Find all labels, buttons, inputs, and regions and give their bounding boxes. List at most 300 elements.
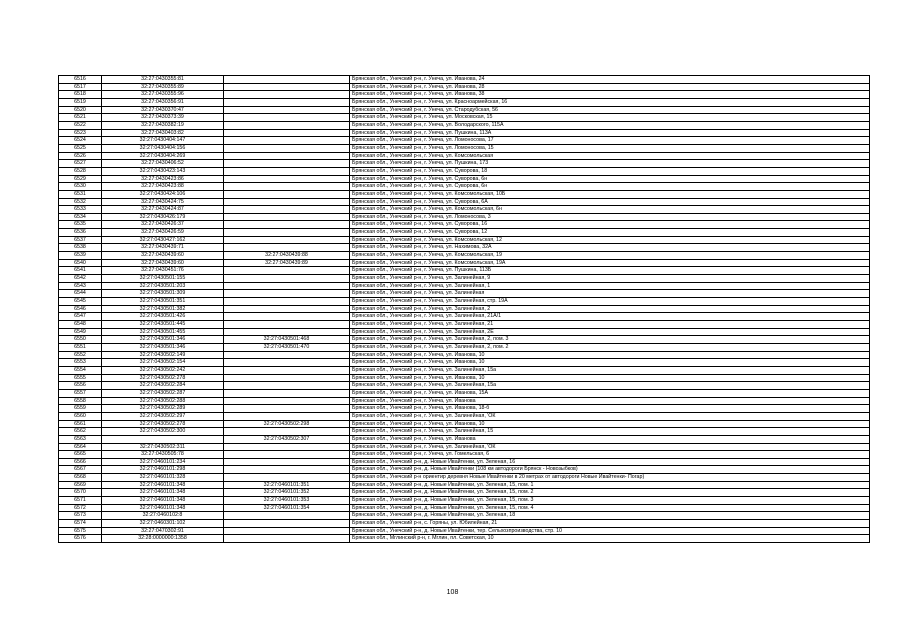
row-number-cell: 6519 — [59, 98, 102, 106]
cadastral-number-cell: 32:27:0430501:203 — [102, 282, 224, 290]
row-number-cell: 6527 — [59, 160, 102, 168]
related-cadastral-number-cell: 32:27:0430502:298 — [224, 420, 350, 428]
row-number-cell: 6535 — [59, 221, 102, 229]
table-row — [59, 428, 870, 436]
row-number-cell: 6565 — [59, 451, 102, 459]
cadastral-number-cell: 32:27:0430502:154 — [102, 359, 224, 367]
related-cadastral-number-cell — [224, 382, 350, 390]
row-number-cell: 6554 — [59, 366, 102, 374]
cadastral-number-cell: 32:27:0460101:348 — [102, 504, 224, 512]
related-cadastral-number-cell — [224, 175, 350, 183]
cadastral-number-cell: 32:27:0430404:156 — [102, 144, 224, 152]
related-cadastral-number-cell — [224, 106, 350, 114]
cadastral-number-cell: 32:27:0430382:19 — [102, 121, 224, 129]
related-cadastral-number-cell — [224, 313, 350, 321]
row-number-cell: 6556 — [59, 382, 102, 390]
related-cadastral-number-cell — [224, 389, 350, 397]
cadastral-number-cell: 32:28:0000000:1358 — [102, 535, 224, 543]
table-row — [59, 167, 870, 175]
address-cell: Брянская обл., Унечский р-н, г. Унеча, ул. Суворова, 12 — [350, 229, 870, 237]
related-cadastral-number-cell — [224, 527, 350, 535]
cadastral-number-cell: 32:27:0430373:39 — [102, 114, 224, 122]
row-number-cell: 6563 — [59, 435, 102, 443]
cadastral-number-cell: 32:27:0430423:86 — [102, 175, 224, 183]
address-cell: Брянская обл., Унечский р-н, г. Унеча, ул. Комсомольская — [350, 152, 870, 160]
address-cell: Брянская обл., Унечский р-н, г. Унеча, ул. Иванова — [350, 435, 870, 443]
related-cadastral-number-cell — [224, 137, 350, 145]
page-number: 108 — [446, 589, 459, 596]
cadastral-number-cell: 32:27:0430505:78 — [102, 451, 224, 459]
table-row — [59, 114, 870, 122]
address-cell: Брянская обл., Унечский р-н, г. Унеча, ул. Иванова, 10 — [350, 374, 870, 382]
row-number-cell: 6547 — [59, 313, 102, 321]
table-row — [59, 405, 870, 413]
related-cadastral-number-cell — [224, 443, 350, 451]
register-table-body — [59, 76, 870, 543]
row-number-cell: 6552 — [59, 351, 102, 359]
address-cell: Брянская обл., Унечский р-н, г. Унеча, ул. Залинейная, 2, пом. 2 — [350, 343, 870, 351]
cadastral-number-cell: 32:27:0460101:348 — [102, 497, 224, 505]
cadastral-number-cell: 32:27:0430424:106 — [102, 190, 224, 198]
cadastral-number-cell: 32:27:0430502:297 — [102, 412, 224, 420]
related-cadastral-number-cell — [224, 167, 350, 175]
row-number-cell: 6561 — [59, 420, 102, 428]
cadastral-number-cell — [102, 435, 224, 443]
related-cadastral-number-cell — [224, 366, 350, 374]
table-row — [59, 137, 870, 145]
related-cadastral-number-cell — [224, 244, 350, 252]
address-cell: Брянская обл., Унечский р-н, г. Унеча, ул. Иванова, 28 — [350, 83, 870, 91]
row-number-cell: 6562 — [59, 428, 102, 436]
row-number-cell: 6522 — [59, 121, 102, 129]
cadastral-number-cell: 32:27:0430502:311 — [102, 443, 224, 451]
cadastral-number-cell: 32:27:0430423:88 — [102, 183, 224, 191]
cadastral-number-cell: 32:27:0430404:147 — [102, 137, 224, 145]
cadastral-number-cell: 32:27:0460101:298 — [102, 466, 224, 474]
address-cell: Брянская обл., Унечский р-н, г. Унеча, ул. Залинейная, 2, пом. 3 — [350, 336, 870, 344]
related-cadastral-number-cell: 32:27:0460101:354 — [224, 504, 350, 512]
cadastral-number-cell: 32:27:0430501:426 — [102, 313, 224, 321]
address-cell: Брянская обл., Унечский р-н, д. Новые Ивайтенки, ул. Зеленая, 15, пом. 1 — [350, 481, 870, 489]
table-row — [59, 206, 870, 214]
row-number-cell: 6557 — [59, 389, 102, 397]
address-cell: Брянская обл., Унечский р-н, г. Унеча, ул. Залинейная, стр. 19А — [350, 298, 870, 306]
table-row — [59, 535, 870, 543]
related-cadastral-number-cell: 32:27:0460101:352 — [224, 489, 350, 497]
address-cell: Брянская обл., Унечский р-н, г. Унеча, ул. Ломоносова, 17 — [350, 137, 870, 145]
cadastral-number-cell: 32:27:0430355:89 — [102, 83, 224, 91]
related-cadastral-number-cell — [224, 206, 350, 214]
related-cadastral-number-cell — [224, 114, 350, 122]
table-row — [59, 382, 870, 390]
row-number-cell: 6553 — [59, 359, 102, 367]
address-cell: Брянская обл., Унечский р-н, г. Унеча, ул. Залинейная, 2 — [350, 305, 870, 313]
table-row — [59, 305, 870, 313]
related-cadastral-number-cell — [224, 190, 350, 198]
cadastral-number-cell: 32:27:0430501:346 — [102, 336, 224, 344]
cadastral-number-cell: 32:27:0430403:82 — [102, 129, 224, 137]
address-cell: Брянская обл., Унечский р-н, г. Унеча, ул. Иванова, 38 — [350, 91, 870, 99]
address-cell: Брянская обл., Унечский р-н, д. Новые Ивайтенки, ул. Зеленая, 15, пом. 4 — [350, 504, 870, 512]
row-number-cell: 6575 — [59, 527, 102, 535]
table-row — [59, 520, 870, 528]
cadastral-number-cell: 32:27:0430406:52 — [102, 160, 224, 168]
cadastral-number-cell: 32:27:0430501:309 — [102, 290, 224, 298]
address-cell: Брянская обл., Унечский р-н, г. Унеча, ул. Ломоносова, 3 — [350, 213, 870, 221]
cadastral-number-cell: 32:27:0430502:278 — [102, 420, 224, 428]
address-cell: Брянская обл., Унечский р-н, г. Унеча, ул. Комсомольская, 19 — [350, 252, 870, 260]
related-cadastral-number-cell — [224, 305, 350, 313]
table-row — [59, 527, 870, 535]
address-cell: Брянская обл., Унечский р-н, д. Новые Ивайтенки, ул. Зеленая, 15, пом. 3 — [350, 497, 870, 505]
row-number-cell: 6549 — [59, 328, 102, 336]
table-row — [59, 420, 870, 428]
table-row — [59, 244, 870, 252]
related-cadastral-number-cell — [224, 298, 350, 306]
address-cell: Брянская обл., Унечский р-н, г. Унеча, ул. Залинейная, 15 — [350, 428, 870, 436]
row-number-cell: 6543 — [59, 282, 102, 290]
table-row — [59, 129, 870, 137]
address-cell: Брянская обл., Унечский р-н, г. Унеча, ул. Залинейная, 9 — [350, 275, 870, 283]
related-cadastral-number-cell — [224, 213, 350, 221]
cadastral-number-cell: 32:27:0470302:91 — [102, 527, 224, 535]
row-number-cell: 6534 — [59, 213, 102, 221]
row-number-cell: 6542 — [59, 275, 102, 283]
address-cell: Брянская обл., Унечский р-н, г. Унеча, ул. Нахимова, 32А — [350, 244, 870, 252]
row-number-cell: 6537 — [59, 236, 102, 244]
row-number-cell: 6531 — [59, 190, 102, 198]
cadastral-number-cell: 32:27:0430426:59 — [102, 229, 224, 237]
table-row — [59, 198, 870, 206]
row-number-cell: 6541 — [59, 267, 102, 275]
row-number-cell: 6530 — [59, 183, 102, 191]
cadastral-number-cell: 32:27:0430451:76 — [102, 267, 224, 275]
table-row — [59, 435, 870, 443]
cadastral-number-cell: 32:27:0430423:143 — [102, 167, 224, 175]
related-cadastral-number-cell: 32:27:0430501:470 — [224, 343, 350, 351]
related-cadastral-number-cell — [224, 466, 350, 474]
related-cadastral-number-cell — [224, 221, 350, 229]
address-cell: Брянская обл., Унечский р-н, г. Унеча, ул. Комсомольская, 10Б — [350, 190, 870, 198]
address-cell: Брянская обл., Унечский р-н, г. Унеча, ул. Иванова, 10 — [350, 351, 870, 359]
table-row — [59, 91, 870, 99]
cadastral-number-cell: 32:27:0430370:47 — [102, 106, 224, 114]
row-number-cell: 6540 — [59, 259, 102, 267]
related-cadastral-number-cell — [224, 397, 350, 405]
cadastral-number-cell: 32:27:0460301:102 — [102, 520, 224, 528]
cadastral-number-cell: 32:27:0430502:149 — [102, 351, 224, 359]
address-cell: Брянская обл., Унечский р-н, г. Унеча, ул. Иванова, 10 — [350, 359, 870, 367]
row-number-cell: 6526 — [59, 152, 102, 160]
row-number-cell: 6573 — [59, 512, 102, 520]
cadastral-number-cell: 32:27:0430439:60 — [102, 252, 224, 260]
table-row — [59, 175, 870, 183]
address-cell: Брянская обл., Унечский р-н, д. Новые Ивайтенки (108 км автодороги Брянск - Новозыбков) — [350, 466, 870, 474]
table-row — [59, 328, 870, 336]
cadastral-number-cell: 32:27:0460101:234 — [102, 458, 224, 466]
table-row — [59, 504, 870, 512]
cadastral-number-cell: 32:27:0430501:445 — [102, 321, 224, 329]
cadastral-number-cell: 32:27:0430502:284 — [102, 382, 224, 390]
row-number-cell: 6518 — [59, 91, 102, 99]
related-cadastral-number-cell — [224, 83, 350, 91]
related-cadastral-number-cell — [224, 144, 350, 152]
address-cell: Брянская обл., Унечский р-н, д. Новые Ивайтенки, ул. Зеленая, 16 — [350, 458, 870, 466]
cadastral-number-cell: 32:27:0430502:242 — [102, 366, 224, 374]
table-row — [59, 313, 870, 321]
related-cadastral-number-cell — [224, 152, 350, 160]
table-row — [59, 282, 870, 290]
related-cadastral-number-cell — [224, 121, 350, 129]
table-row — [59, 259, 870, 267]
table-row — [59, 359, 870, 367]
related-cadastral-number-cell — [224, 351, 350, 359]
row-number-cell: 6564 — [59, 443, 102, 451]
address-cell: Брянская обл., Унечский р-н, г. Унеча, ул. Пушкина, 173 — [350, 160, 870, 168]
row-number-cell: 6551 — [59, 343, 102, 351]
address-cell: Брянская обл., Унечский р-н, г. Унеча, ул. Суворова, 6н — [350, 183, 870, 191]
row-number-cell: 6560 — [59, 412, 102, 420]
table-row — [59, 98, 870, 106]
related-cadastral-number-cell — [224, 282, 350, 290]
table-row — [59, 412, 870, 420]
row-number-cell: 6574 — [59, 520, 102, 528]
cadastral-number-cell: 32:27:0460101:348 — [102, 481, 224, 489]
table-row — [59, 389, 870, 397]
row-number-cell: 6544 — [59, 290, 102, 298]
row-number-cell: 6524 — [59, 137, 102, 145]
row-number-cell: 6546 — [59, 305, 102, 313]
table-row — [59, 229, 870, 237]
table-row — [59, 183, 870, 191]
table-row — [59, 160, 870, 168]
table-row — [59, 152, 870, 160]
row-number-cell: 6536 — [59, 229, 102, 237]
cadastral-number-cell: 32:27:0430439:60 — [102, 259, 224, 267]
related-cadastral-number-cell — [224, 129, 350, 137]
address-cell: Брянская обл., Унечский р-н, г. Унеча, ул. Залинейная, 21А/1 — [350, 313, 870, 321]
related-cadastral-number-cell — [224, 428, 350, 436]
related-cadastral-number-cell — [224, 474, 350, 482]
address-cell: Брянская обл., Унечский р-н, г. Унеча, ул. Залинейная, 21 — [350, 321, 870, 329]
address-cell: Брянская обл., Унечский р-н, г. Унеча, ул. Пушкина, 113Б — [350, 267, 870, 275]
address-cell: Брянская обл., Унечский р-н, г. Унеча, ул. Московская, 15 — [350, 114, 870, 122]
cadastral-number-cell: 32:27:0430424:87 — [102, 206, 224, 214]
row-number-cell: 6572 — [59, 504, 102, 512]
row-number-cell: 6516 — [59, 76, 102, 84]
related-cadastral-number-cell — [224, 229, 350, 237]
table-row — [59, 290, 870, 298]
table-row — [59, 481, 870, 489]
row-number-cell: 6525 — [59, 144, 102, 152]
row-number-cell: 6533 — [59, 206, 102, 214]
related-cadastral-number-cell — [224, 458, 350, 466]
address-cell: Брянская обл., Унечский р-н, г. Унеча, ул. Залинейная, 2Е — [350, 328, 870, 336]
address-cell: Брянская обл., Унечский р-н, г. Унеча, ул. Иванова, 15А — [350, 389, 870, 397]
row-number-cell: 6538 — [59, 244, 102, 252]
related-cadastral-number-cell — [224, 236, 350, 244]
related-cadastral-number-cell: 32:27:0430502:307 — [224, 435, 350, 443]
cadastral-number-cell: 32:27:0460101:348 — [102, 489, 224, 497]
row-number-cell: 6558 — [59, 397, 102, 405]
cadastral-number-cell: 32:27:0430501:382 — [102, 305, 224, 313]
table-row — [59, 83, 870, 91]
cadastral-number-cell: 32:27:0430424:75 — [102, 198, 224, 206]
table-row — [59, 121, 870, 129]
table-row — [59, 397, 870, 405]
address-cell: Брянская обл., Унечский р-н, г. Унеча, ул. Залинейная, 'ОК — [350, 443, 870, 451]
related-cadastral-number-cell — [224, 359, 350, 367]
address-cell: Брянская обл., Унечский р-н, г. Унеча, ул. Ломоносова, 15 — [350, 144, 870, 152]
cadastral-number-cell: 32:27:0430502:300 — [102, 428, 224, 436]
cadastral-number-cell: 32:27:0430426:179 — [102, 213, 224, 221]
related-cadastral-number-cell — [224, 535, 350, 543]
row-number-cell: 6548 — [59, 321, 102, 329]
related-cadastral-number-cell — [224, 374, 350, 382]
row-number-cell: 6566 — [59, 458, 102, 466]
address-cell: Брянская обл., Мглинский р-н, г. Мглин, пл. Советская, 10 — [350, 535, 870, 543]
cadastral-number-cell: 32:27:0430355:96 — [102, 91, 224, 99]
cadastral-number-cell: 32:27:0430426:37 — [102, 221, 224, 229]
row-number-cell: 6569 — [59, 481, 102, 489]
table-row — [59, 321, 870, 329]
address-cell: Брянская обл., Унечский р-н, г. Унеча, ул. Иванова, 18-б — [350, 405, 870, 413]
table-row — [59, 343, 870, 351]
row-number-cell: 6576 — [59, 535, 102, 543]
cadastral-number-cell: 32:27:0430502:278 — [102, 374, 224, 382]
address-cell: Брянская обл., Унечский р-н, д. Новые Ивайтенки, тер. Сельхозпроизводства, стр. 10 — [350, 527, 870, 535]
cadastral-number-cell: 32:27:0430439:71 — [102, 244, 224, 252]
related-cadastral-number-cell — [224, 98, 350, 106]
cadastral-number-cell: 32:27:0460102:8 — [102, 512, 224, 520]
table-row — [59, 76, 870, 84]
table-row — [59, 236, 870, 244]
address-cell: Брянская обл., Унечский р-н, г. Унеча, ул. Суворова, 6н — [350, 175, 870, 183]
address-cell: Брянская обл., Унечский р-н, г. Унеча, ул. Пушкина, 113А — [350, 129, 870, 137]
address-cell: Брянская обл., Унечский р-н, г. Унеча, ул. Иванова, 10 — [350, 420, 870, 428]
cadastral-number-cell: 32:27:0430501:351 — [102, 298, 224, 306]
address-cell: Брянская обл., Унечский р-н, г. Унеча, ул. Иванова, 24 — [350, 76, 870, 84]
address-cell: Брянская обл., Унечский р-н, г. Унеча, ул. Суворова, 18 — [350, 167, 870, 175]
table-row — [59, 213, 870, 221]
related-cadastral-number-cell — [224, 321, 350, 329]
address-cell: Брянская обл., Унечский р-н ориентир деревня Новые Ивайтенки в 20 метрах от автодороги Новые Ивайтенки- Погар) — [350, 474, 870, 482]
cadastral-number-cell: 32:27:0430502:287 — [102, 389, 224, 397]
related-cadastral-number-cell — [224, 405, 350, 413]
row-number-cell: 6529 — [59, 175, 102, 183]
related-cadastral-number-cell: 32:27:0460101:353 — [224, 497, 350, 505]
address-cell: Брянская обл., Унечский р-н, г. Унеча, ул. Залинейная, 'ОК — [350, 412, 870, 420]
related-cadastral-number-cell — [224, 275, 350, 283]
table-row — [59, 466, 870, 474]
address-cell: Брянская обл., Унечский р-н, г. Унеча, ул. Залинейная — [350, 290, 870, 298]
row-number-cell: 6528 — [59, 167, 102, 175]
table-row — [59, 298, 870, 306]
table-row — [59, 252, 870, 260]
table-row — [59, 275, 870, 283]
address-cell: Брянская обл., Унечский р-н, г. Унеча, ул. Залинейная, 15а — [350, 382, 870, 390]
table-row — [59, 144, 870, 152]
address-cell: Брянская обл., Унечский р-н, г. Унеча, ул. Стародубская, 56 — [350, 106, 870, 114]
table-row — [59, 267, 870, 275]
related-cadastral-number-cell — [224, 451, 350, 459]
table-row — [59, 221, 870, 229]
cadastral-number-cell: 32:27:0460101:328 — [102, 474, 224, 482]
cadastral-number-cell: 32:27:0430502:288 — [102, 397, 224, 405]
table-row — [59, 489, 870, 497]
row-number-cell: 6532 — [59, 198, 102, 206]
table-row — [59, 336, 870, 344]
table-row — [59, 106, 870, 114]
address-cell: Брянская обл., Унечский р-н, д. Новые Ивайтенки, ул. Зеленая, 18 — [350, 512, 870, 520]
table-row — [59, 497, 870, 505]
row-number-cell: 6567 — [59, 466, 102, 474]
related-cadastral-number-cell — [224, 267, 350, 275]
related-cadastral-number-cell: 32:27:0430501:468 — [224, 336, 350, 344]
cadastral-number-cell: 32:27:0430502:289 — [102, 405, 224, 413]
row-number-cell: 6521 — [59, 114, 102, 122]
table-row — [59, 443, 870, 451]
table-row — [59, 512, 870, 520]
address-cell: Брянская обл., Унечский р-н, г. Унеча, ул. Комсомольская, 19А — [350, 259, 870, 267]
row-number-cell: 6550 — [59, 336, 102, 344]
cadastral-number-cell: 32:27:0430404:269 — [102, 152, 224, 160]
related-cadastral-number-cell: 32:27:0430439:89 — [224, 259, 350, 267]
related-cadastral-number-cell — [224, 160, 350, 168]
row-number-cell: 6545 — [59, 298, 102, 306]
table-row — [59, 451, 870, 459]
address-cell: Брянская обл., Унечский р-н, г. Унеча, ул. Иванова — [350, 397, 870, 405]
table-row — [59, 366, 870, 374]
related-cadastral-number-cell — [224, 91, 350, 99]
row-number-cell: 6570 — [59, 489, 102, 497]
row-number-cell: 6523 — [59, 129, 102, 137]
address-cell: Брянская обл., Унечский р-н, г. Унеча, ул. Залинейная, 1 — [350, 282, 870, 290]
row-number-cell: 6568 — [59, 474, 102, 482]
row-number-cell: 6520 — [59, 106, 102, 114]
cadastral-number-cell: 32:27:0430501:455 — [102, 328, 224, 336]
row-number-cell: 6539 — [59, 252, 102, 260]
related-cadastral-number-cell — [224, 520, 350, 528]
address-cell: Брянская обл., Унечский р-н, г. Унеча, ул. Залинейная, 15а — [350, 366, 870, 374]
register-table — [58, 75, 870, 543]
address-cell: Брянская обл., Унечский р-н, г. Унеча, ул. Гомельская, 6 — [350, 451, 870, 459]
table-row — [59, 190, 870, 198]
related-cadastral-number-cell — [224, 290, 350, 298]
related-cadastral-number-cell: 32:27:0430439:88 — [224, 252, 350, 260]
related-cadastral-number-cell — [224, 183, 350, 191]
address-cell: Брянская обл., Унечский р-н, г. Унеча, ул. Красноармейская, 16 — [350, 98, 870, 106]
table-row — [59, 351, 870, 359]
related-cadastral-number-cell — [224, 412, 350, 420]
table-row — [59, 374, 870, 382]
row-number-cell: 6517 — [59, 83, 102, 91]
related-cadastral-number-cell — [224, 328, 350, 336]
related-cadastral-number-cell: 32:27:0460101:351 — [224, 481, 350, 489]
related-cadastral-number-cell — [224, 512, 350, 520]
cadastral-number-cell: 32:27:0430355:81 — [102, 76, 224, 84]
address-cell: Брянская обл., Унечский р-н, г. Унеча, ул. Володарского, 115А — [350, 121, 870, 129]
address-cell: Брянская обл., Унечский р-н, г. Унеча, ул. Комсомольская, 6н — [350, 206, 870, 214]
related-cadastral-number-cell — [224, 76, 350, 84]
address-cell: Брянская обл., Унечский р-н, д. Новые Ивайтенки, ул. Зеленая, 15, пом. 2 — [350, 489, 870, 497]
address-cell: Брянская обл., Унечский р-н, г. Унеча, ул. Комсомольская, 12 — [350, 236, 870, 244]
table-row — [59, 474, 870, 482]
cadastral-number-cell: 32:27:0430356:91 — [102, 98, 224, 106]
row-number-cell: 6555 — [59, 374, 102, 382]
table-row — [59, 458, 870, 466]
cadastral-number-cell: 32:27:0430427:162 — [102, 236, 224, 244]
